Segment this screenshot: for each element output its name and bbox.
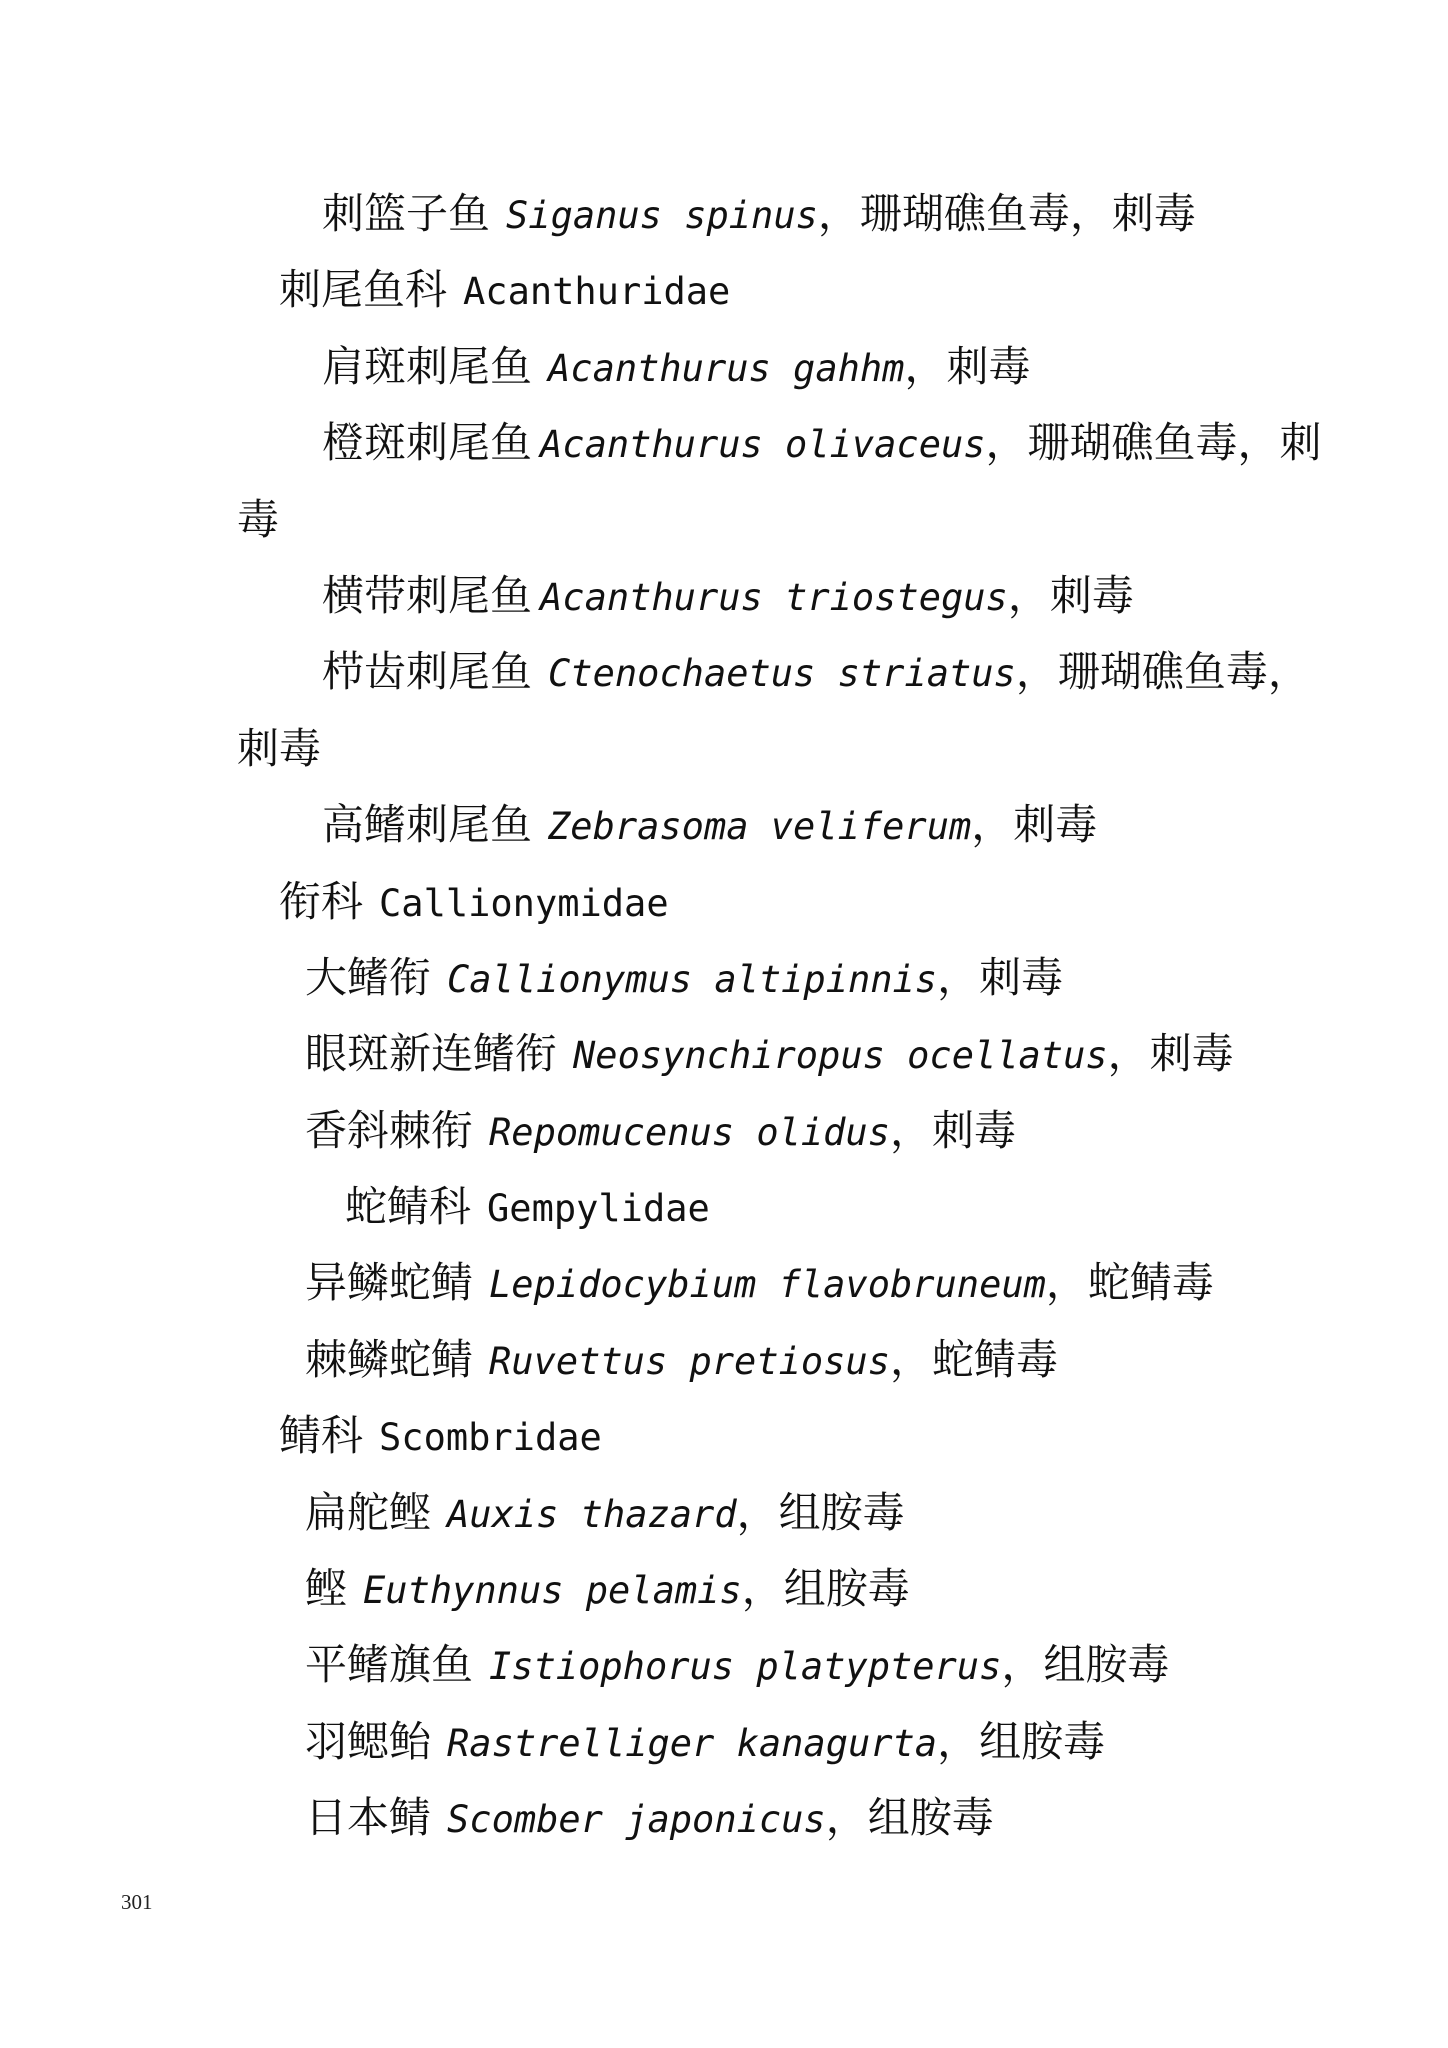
family-chinese-name: 衔科	[279, 876, 364, 926]
scientific-name: Callionymus altipinnis	[447, 957, 938, 1001]
species-entry	[0, 1093, 1448, 1169]
chinese-name: 异鳞蛇鲭	[305, 1258, 474, 1308]
species-entry	[0, 558, 1448, 634]
toxin-note: ，蛇鲭毒	[889, 1334, 1058, 1384]
scientific-name: Repomucenus olidus	[489, 1110, 890, 1154]
toxin-note: ，珊瑚礁鱼毒，刺	[985, 418, 1322, 468]
scientific-name: Zebrasoma veliferum	[548, 805, 972, 849]
chinese-name: 羽鳃鲐	[305, 1716, 432, 1766]
scientific-name: Acanthurus gahhm	[548, 346, 905, 390]
chinese-name: 棘鳞蛇鲭	[305, 1334, 474, 1384]
scientific-name: Ctenochaetus striatus	[548, 652, 1016, 696]
species-entry	[0, 1322, 1448, 1398]
family-heading	[0, 1169, 1448, 1245]
species-list	[0, 176, 1448, 1857]
family-scientific-name: Acanthuridae	[463, 270, 731, 314]
toxin-note: ，组胺毒	[741, 1564, 910, 1614]
species-entry	[0, 329, 1448, 405]
species-entry	[0, 1475, 1448, 1551]
chinese-name: 刺篮子鱼	[322, 189, 491, 238]
page-number: 301	[121, 1890, 153, 1914]
toxin-note: ，刺毒	[889, 1105, 1016, 1155]
toxin-note: ，刺毒	[937, 952, 1064, 1002]
toxin-note: ，刺毒	[1007, 570, 1134, 620]
scientific-name: Ruvettus pretiosus	[489, 1339, 890, 1383]
continuation-text: 刺毒	[237, 723, 322, 773]
entry-continuation	[0, 711, 1448, 787]
chinese-name: 鲣	[305, 1564, 348, 1614]
chinese-name: 高鳍刺尾鱼	[322, 800, 533, 850]
toxin-note: ，蛇鲭毒	[1045, 1258, 1214, 1308]
scientific-name: Acanthurus triostegus	[540, 575, 1008, 619]
species-entry	[0, 634, 1448, 710]
toxin-note: ，刺毒	[904, 341, 1031, 391]
family-scientific-name: Callionymidae	[379, 881, 669, 925]
chinese-name: 平鳍旗鱼	[305, 1640, 474, 1690]
family-scientific-name: Gempylidae	[487, 1187, 710, 1231]
species-entry	[0, 1551, 1448, 1627]
scientific-name: Acanthurus olivaceus	[540, 423, 986, 467]
chinese-name: 眼斑新连鳍衔	[305, 1029, 558, 1079]
continuation-text: 毒	[237, 494, 280, 544]
toxin-note: ，组胺毒	[1001, 1640, 1170, 1690]
species-entry	[0, 1704, 1448, 1780]
family-heading	[0, 864, 1448, 940]
toxin-note: ，刺毒	[971, 800, 1098, 850]
species-entry	[0, 1627, 1448, 1703]
family-chinese-name: 蛇鲭科	[345, 1182, 472, 1232]
scientific-name: Auxis thazard	[447, 1492, 737, 1536]
chinese-name: 大鳍衔	[305, 952, 432, 1002]
scientific-name: Scomber japonicus	[447, 1798, 826, 1842]
species-entry	[0, 787, 1448, 863]
family-heading	[0, 252, 1448, 328]
family-chinese-name: 鲭科	[279, 1411, 364, 1461]
scientific-name: Euthynnus pelamis	[363, 1569, 742, 1613]
toxin-note: ，组胺毒	[937, 1716, 1106, 1766]
family-scientific-name: Scombridae	[379, 1416, 602, 1460]
chinese-name: 栉齿刺尾鱼	[322, 647, 533, 697]
chinese-name: 香斜棘衔	[305, 1105, 474, 1155]
toxin-note: ，刺毒	[1107, 1029, 1234, 1079]
scientific-name: Istiophorus platypterus	[489, 1645, 1002, 1689]
toxin-note: ，珊瑚礁鱼毒，	[1015, 647, 1310, 697]
toxin-note: ，组胺毒	[736, 1487, 905, 1537]
chinese-name: 扁舵鲣	[305, 1487, 432, 1537]
scientific-name: Rastrelliger kanagurta	[447, 1721, 938, 1765]
family-chinese-name: 刺尾鱼科	[279, 265, 448, 315]
chinese-name: 橙斑刺尾鱼	[322, 418, 533, 468]
scientific-name: Lepidocybium flavobruneum	[489, 1263, 1046, 1307]
species-entry	[0, 1245, 1448, 1321]
chinese-name: 日本鲭	[305, 1793, 432, 1843]
entry-continuation	[0, 482, 1448, 558]
toxin-note: ，珊瑚礁鱼毒，刺毒	[817, 189, 1196, 238]
chinese-name: 横带刺尾鱼	[322, 570, 533, 620]
scientific-name: Neosynchiropus ocellatus	[573, 1034, 1108, 1078]
family-heading	[0, 1398, 1448, 1474]
species-entry	[0, 940, 1448, 1016]
species-entry	[0, 1016, 1448, 1092]
scientific-name: Siganus spinus	[506, 194, 818, 237]
species-entry	[0, 1780, 1448, 1856]
toxin-note: ，组胺毒	[825, 1793, 994, 1843]
species-entry	[0, 176, 1448, 252]
species-entry	[0, 405, 1448, 481]
chinese-name: 肩斑刺尾鱼	[322, 341, 533, 391]
